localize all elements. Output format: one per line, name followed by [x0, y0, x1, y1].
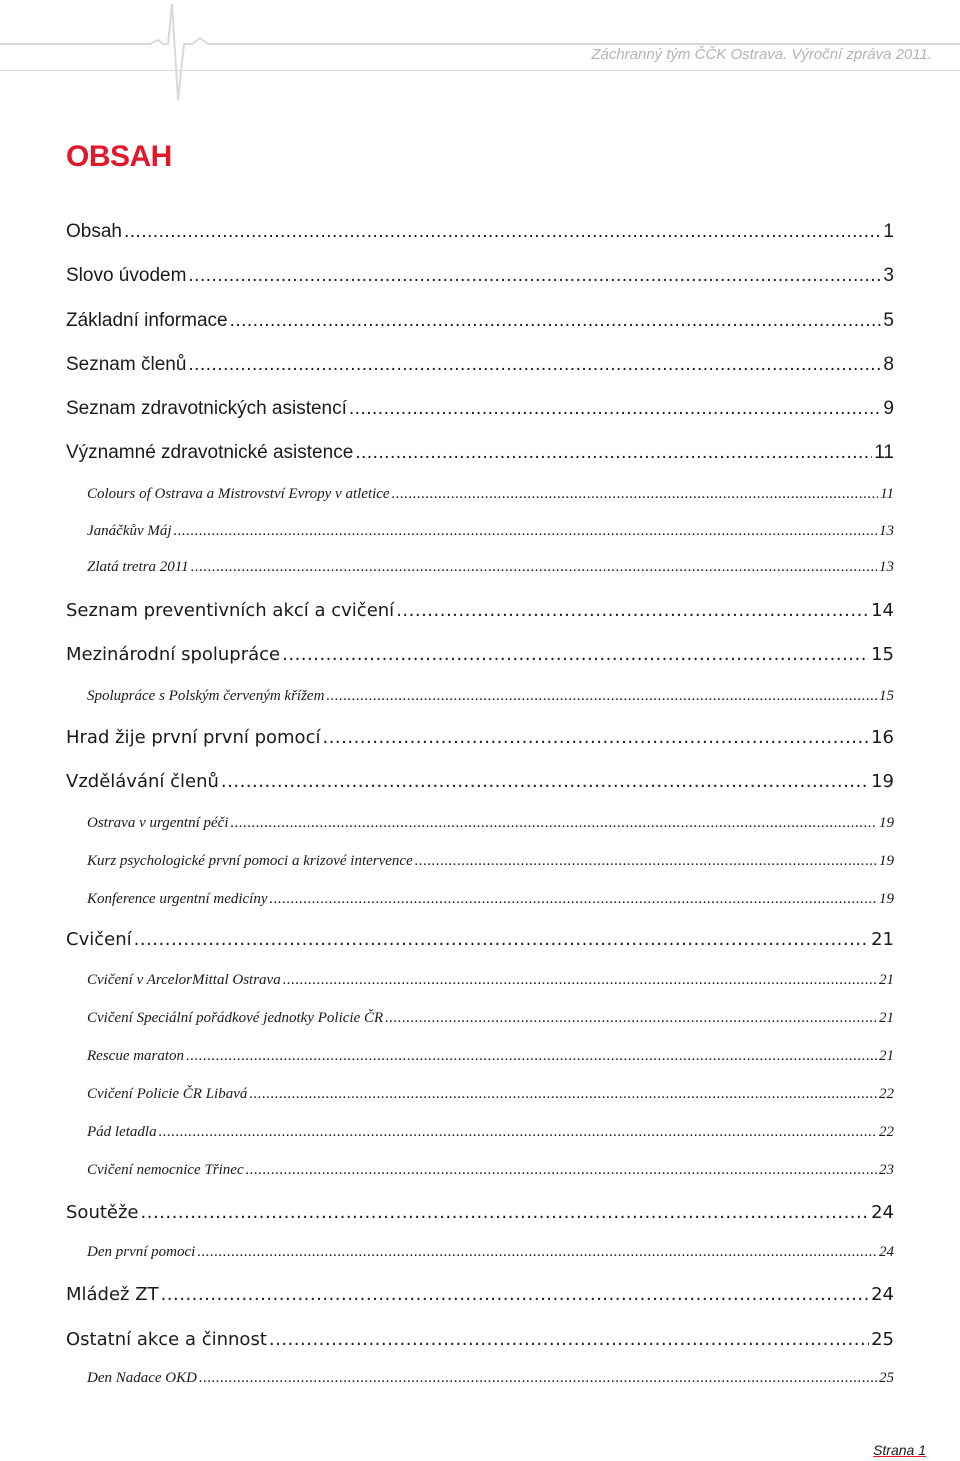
toc-entry-page: 19	[879, 815, 894, 831]
toc-entry[interactable]	[66, 771, 894, 792]
toc-entry[interactable]	[66, 1202, 894, 1223]
toc-entry-page: 19	[879, 853, 894, 869]
toc-leader-dots	[282, 644, 869, 665]
toc-entry-title: Seznam preventivních akcí a cvičení	[66, 600, 395, 621]
toc-entry-page: 25	[879, 1370, 894, 1386]
toc-entry-title: Významné zdravotnické asistence	[66, 442, 354, 463]
toc-entry[interactable]	[66, 221, 894, 243]
toc-leader-dots	[188, 265, 881, 287]
toc-entry-title: Janáčkův Máj	[87, 523, 172, 539]
toc-entry-title: Kurz psychologické první pomoci a krizové intervence	[87, 853, 413, 869]
toc-entry-page: 24	[871, 1284, 894, 1305]
toc-leader-dots	[392, 486, 879, 503]
toc-entry-page: 8	[883, 354, 894, 375]
toc-leader-dots	[415, 853, 877, 870]
toc-entry-page: 19	[879, 891, 894, 907]
toc-subentry[interactable]	[87, 486, 894, 503]
toc-entry-page: 24	[871, 1202, 894, 1223]
toc-entry-page: 14	[871, 600, 894, 621]
toc-leader-dots	[141, 1202, 870, 1223]
toc-entry[interactable]	[66, 727, 894, 748]
toc-entry-page: 21	[871, 929, 894, 950]
toc-entry-page: 21	[879, 1010, 894, 1026]
toc-leader-dots	[283, 972, 877, 989]
toc-entry-title: Vzdělávání členů	[66, 771, 219, 792]
toc-leader-dots	[199, 1370, 877, 1387]
toc-entry-title: Mládež ZT	[66, 1284, 159, 1305]
page-number-footer: Strana 1	[873, 1442, 926, 1458]
toc-entry[interactable]	[66, 265, 894, 287]
toc-entry-page: 3	[883, 265, 894, 286]
toc-entry-page: 23	[879, 1162, 894, 1178]
toc-subentry[interactable]	[87, 559, 894, 576]
toc-leader-dots	[355, 442, 872, 464]
toc-leader-dots	[322, 727, 869, 748]
toc-entry-title: Colours of Ostrava a Mistrovství Evropy v atletice	[87, 486, 390, 502]
toc-entry-title: Cvičení	[66, 929, 132, 950]
toc-entry-title: Hrad žije první první pomocí	[66, 727, 321, 748]
toc-leader-dots	[161, 1284, 870, 1305]
toc-subentry[interactable]	[87, 853, 894, 870]
toc-entry-title: Soutěže	[66, 1202, 139, 1223]
page-title: OBSAH	[66, 140, 172, 173]
toc-subentry[interactable]	[87, 1370, 894, 1387]
toc-subentry[interactable]	[87, 1124, 894, 1141]
toc-entry-page: 16	[871, 727, 894, 748]
toc-leader-dots	[230, 310, 882, 332]
toc-leader-dots	[231, 815, 878, 832]
toc-leader-dots	[188, 354, 881, 376]
toc-entry[interactable]	[66, 600, 894, 621]
toc-entry-page: 13	[879, 523, 894, 539]
toc-entry-title: Den Nadace OKD	[87, 1370, 197, 1386]
toc-entry[interactable]	[66, 354, 894, 376]
toc-entry-title: Obsah	[66, 221, 122, 242]
toc-entry-title: Spolupráce s Polským červeným křížem	[87, 688, 325, 704]
toc-subentry[interactable]	[87, 1086, 894, 1103]
toc-entry-page: 19	[871, 771, 894, 792]
toc-subentry[interactable]	[87, 1048, 894, 1065]
toc-entry-title: Konference urgentní medicíny	[87, 891, 268, 907]
toc-entry[interactable]	[66, 1329, 894, 1350]
toc-entry[interactable]	[66, 644, 894, 665]
toc-entry-page: 21	[879, 1048, 894, 1064]
toc-leader-dots	[159, 1124, 877, 1141]
toc-leader-dots	[191, 559, 877, 576]
toc-subentry[interactable]	[87, 523, 894, 540]
toc-entry-page: 15	[871, 644, 894, 665]
running-header-title: Záchranný tým ČČK Ostrava. Výroční zpráva 2011.	[591, 46, 932, 63]
toc-entry-title: Cvičení v ArcelorMittal Ostrava	[87, 972, 281, 988]
toc-entry-title: Základní informace	[66, 310, 228, 331]
toc-entry-page: 22	[879, 1124, 894, 1140]
toc-entry-title: Seznam členů	[66, 354, 187, 375]
toc-entry[interactable]	[66, 929, 894, 950]
toc-entry-page: 5	[883, 310, 894, 331]
toc-leader-dots	[221, 771, 869, 792]
toc-entry[interactable]	[66, 398, 894, 420]
toc-entry-title: Zlatá tretra 2011	[87, 559, 189, 575]
toc-entry-title: Cvičení nemocnice Třinec	[87, 1162, 244, 1178]
toc-entry[interactable]	[66, 1284, 894, 1305]
toc-entry-page: 13	[879, 559, 894, 575]
toc-subentry[interactable]	[87, 891, 894, 908]
header-divider	[0, 70, 960, 71]
toc-entry-title: Ostatní akce a činnost	[66, 1329, 267, 1350]
toc-leader-dots	[249, 1086, 877, 1103]
toc-entry-title: Seznam zdravotnických asistencí	[66, 398, 347, 419]
toc-entry[interactable]	[66, 442, 894, 464]
toc-entry-page: 22	[879, 1086, 894, 1102]
toc-leader-dots	[134, 929, 869, 950]
toc-subentry[interactable]	[87, 1162, 894, 1179]
toc-entry-page: 15	[879, 688, 894, 704]
toc-entry-page: 25	[871, 1329, 894, 1350]
toc-leader-dots	[385, 1010, 877, 1027]
toc-leader-dots	[174, 523, 877, 540]
toc-leader-dots	[269, 1329, 869, 1350]
toc-subentry[interactable]	[87, 972, 894, 989]
toc-entry-page: 24	[879, 1244, 894, 1260]
toc-subentry[interactable]	[87, 1244, 894, 1261]
toc-entry-page: 11	[880, 486, 894, 502]
toc-subentry[interactable]	[87, 1010, 894, 1027]
toc-leader-dots	[124, 221, 881, 243]
toc-entry-page: 9	[883, 398, 894, 419]
toc-entry[interactable]	[66, 310, 894, 332]
toc-leader-dots	[349, 398, 882, 420]
toc-entry-page: 21	[879, 972, 894, 988]
toc-entry-title: Cvičení Policie ČR Libavá	[87, 1086, 248, 1102]
toc-leader-dots	[186, 1048, 877, 1065]
toc-leader-dots	[270, 891, 878, 908]
toc-entry-title: Slovo úvodem	[66, 265, 187, 286]
toc-entry-page: 1	[883, 221, 894, 242]
toc-leader-dots	[326, 688, 877, 705]
toc-entry-title: Rescue maraton	[87, 1048, 185, 1064]
toc-leader-dots	[197, 1244, 877, 1261]
toc-entry-title: Pád letadla	[87, 1124, 157, 1140]
toc-entry-title: Cvičení Speciální pořádkové jednotky Policie ČR	[87, 1010, 384, 1026]
toc-subentry[interactable]	[87, 815, 894, 832]
toc-leader-dots	[246, 1162, 877, 1179]
toc-entry-page: 11	[874, 442, 894, 463]
toc-entry-title: Mezinárodní spolupráce	[66, 644, 281, 665]
toc-entry-title: Den první pomoci	[87, 1244, 196, 1260]
toc-leader-dots	[396, 600, 869, 621]
toc-subentry[interactable]	[87, 688, 894, 705]
toc-entry-title: Ostrava v urgentní péči	[87, 815, 229, 831]
